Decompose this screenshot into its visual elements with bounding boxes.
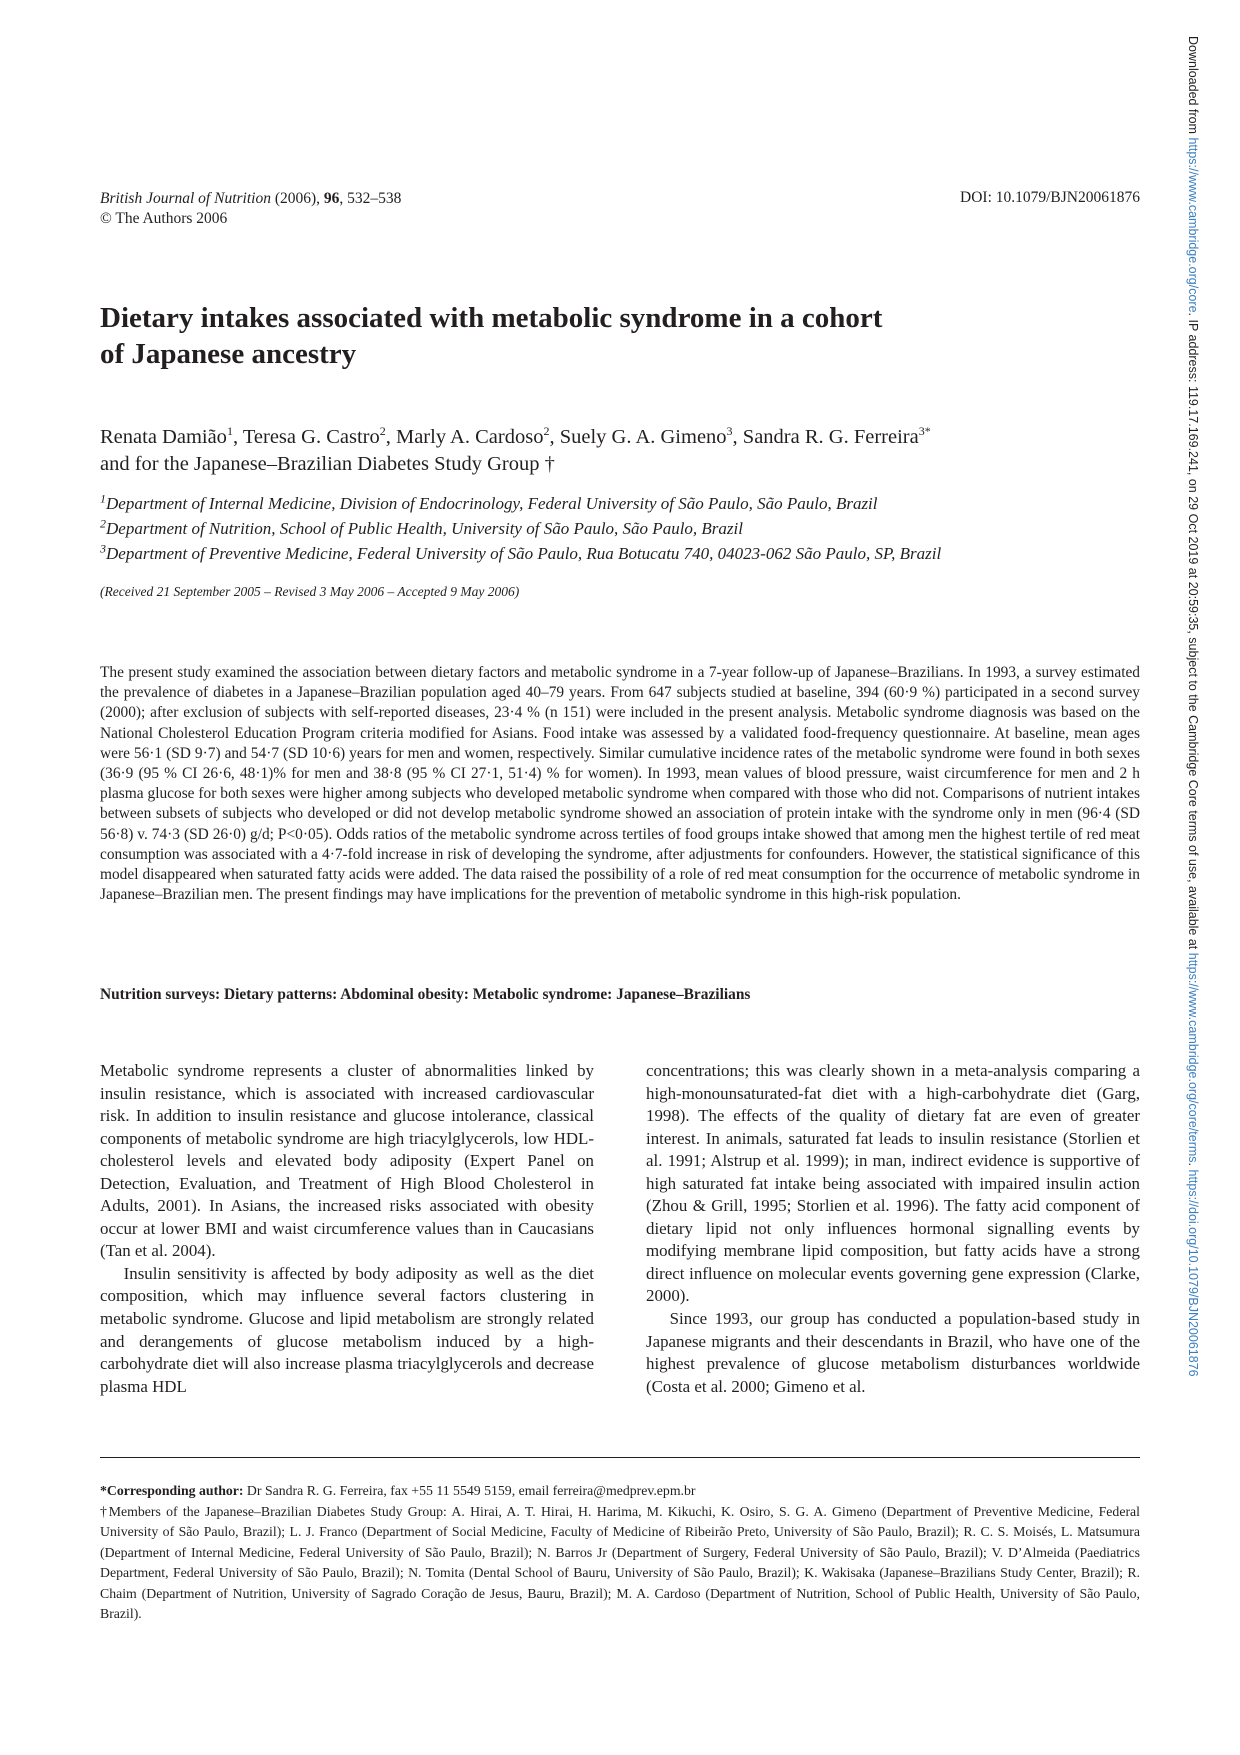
corresponding-author-text: Dr Sandra R. G. Ferreira, fax +55 11 5549 5159, email ferreira@medprev.epm.br xyxy=(243,1483,696,1498)
journal-year: (2006), xyxy=(270,190,324,207)
download-notice xyxy=(1186,36,1200,1377)
author-1: Renata Damião xyxy=(100,426,227,448)
keywords: Nutrition surveys: Dietary patterns: Abdominal obesity: Metabolic syndrome: Japanese–Brazilians xyxy=(100,986,751,1003)
affiliation-1 xyxy=(100,491,1140,516)
received-dates: (Received 21 September 2005 – Revised 3 May 2006 – Accepted 9 May 2006) xyxy=(100,584,520,599)
body-paragraph: Since 1993, our group has conducted a population-based study in Japanese migrants and their descendants in Brazil, who have one of the highest prevalence of glucose metabolism disturbances worldwide (Costa et al. 2000; Gimeno et al. xyxy=(646,1309,1140,1396)
authors-line-1 xyxy=(100,424,1140,451)
affiliation-1-text: Department of Internal Medicine, Division of Endocrinology, Federal University of São Paulo, São Paulo, Brazil xyxy=(106,494,878,513)
affiliation-1-num: 1 xyxy=(100,491,106,506)
affiliations xyxy=(100,491,1140,566)
download-notice-text-2: . IP address: 119.17.169.241, on 29 Oct 2019 at 20:59:35, subject to the Cambridge Core terms of use, available at xyxy=(1186,312,1200,953)
copyright: © The Authors 2006 xyxy=(100,210,228,227)
body-paragraph: Metabolic syndrome represents a cluster of abnormalities linked by insulin resistance, which is associated with increased cardiovascular risk. In addition to insulin resistance and glucose intolerance, classical components of metabolic syndrome are high triacylglycerols, low HDL-cholesterol levels and elevated body adiposity (Expert Panel on Detection, Evaluation, and Treatment of High Blood Cholesterol in Adults, 2001). In Asians, the increased risks associated with obesity occur at lower BMI and waist circumference values than in Caucasians (Tan et al. 2004). xyxy=(100,1061,594,1261)
affiliation-3 xyxy=(100,541,1140,566)
authors-line-2: and for the Japanese–Brazilian Diabetes Study Group † xyxy=(100,453,555,475)
corresponding-author-note xyxy=(100,1481,1140,1502)
affiliation-3-text: Department of Preventive Medicine, Federal University of São Paulo, Rua Botucatu 740, 04023-062 São Paulo, SP, Brazil xyxy=(106,544,942,563)
title-line-1: Dietary intakes associated with metabolic syndrome in a cohort xyxy=(100,302,883,334)
affiliation-2-text: Department of Nutrition, School of Public Health, University of São Paulo, São Paulo, Brazil xyxy=(106,519,743,538)
title-line-2: of Japanese ancestry xyxy=(100,338,357,370)
study-group-members-note: †Members of the Japanese–Brazilian Diabetes Study Group: A. Hirai, A. T. Hirai, H. Harima, M. Kikuchi, K. Osiro, S. G. A. Gimeno (Department of Preventive Medicine, Federal University of São Paulo, Brazil); L. J. Franco (Department of Social Medicine, Faculty of Medicine of Ribeirão Preto, University of São Paulo, Brazil); R. C. S. Moisés, L. Matsumura (Department of Internal Medicine, Federal University of São Paulo, Brazil); N. Barros Jr (Department of Surgery, Federal University of São Paulo, Brazil); V. D’Almeida (Paediatrics Department, Federal University of São Paulo, Brazil); N. Tomita (Dental School of Bauru, University of São Paulo, Brazil); K. Wakisaka (Japanese–Brazilians Study Center, Brazil); R. Chaim (Department of Nutrition, University of Sagrado Coração de Jesus, Bauru, Brazil); M. A. Cardoso (Department of Nutrition, School of Public Health, University of São Paulo, Brazil). xyxy=(100,1503,1140,1621)
author-4-affil: 3 xyxy=(726,424,733,439)
body-paragraph: concentrations; this was clearly shown in a meta-analysis comparing a high-monounsaturated-fat diet with a high-carbohydrate diet (Garg, 1998). The effects of the quality of dietary fat are even of greater interest. In animals, saturated fat leads to insulin resistance (Storlien et al. 1991; Alstrup et al. 1999); in man, indirect evidence is supportive of high saturated fat intake being associated with impaired insulin action (Zhou & Grill, 1995; Storlien et al. 1996). The fatty acid component of dietary lipid not only influences hormonal signalling events by modifying membrane lipid composition, but fatty acids have a strong direct influence on molecular events governing gene expression (Clarke, 2000). xyxy=(646,1061,1140,1306)
article-title xyxy=(100,300,1000,372)
author-2-affil: 2 xyxy=(379,424,386,439)
body-column-left xyxy=(100,1060,594,1398)
affiliation-2-num: 2 xyxy=(100,516,106,531)
journal-line xyxy=(100,189,401,209)
terms-link[interactable]: https://www.cambridge.org/core/terms xyxy=(1186,952,1200,1163)
journal-name: British Journal of Nutrition xyxy=(100,190,271,207)
journal-pages: , 532–538 xyxy=(339,190,402,207)
body-paragraph: Insulin sensitivity is affected by body adiposity as well as the diet composition, which may influence several factors clustering in metabolic syndrome. Glucose and lipid metabolism are strongly related and derangements of glucose metabolism induced by a high-carbohydrate diet will also increase plasma triacylglycerols and decrease plasma HDL xyxy=(100,1263,594,1396)
author-2: , Teresa G. Castro xyxy=(232,426,380,448)
download-notice-text-1: Downloaded from xyxy=(1186,36,1200,138)
abstract: The present study examined the association between dietary factors and metabolic syndrome in a 7-year follow-up of Japanese–Brazilians. In 1993, a survey estimated the prevalence of diabetes in a Japanese–Brazilian population aged 40–79 years. From 647 subjects studied at baseline, 394 (60·9 %) participated in a second survey (2000); after exclusion of subjects with self-reported diseases, 23·4 % (n 151) were included in the present analysis. Metabolic syndrome diagnosis was based on the National Cholesterol Education Program criteria modified for Asians. Food intake was assessed by a validated food-frequency questionnaire. At baseline, mean ages were 56·1 (SD 9·7) and 54·7 (SD 10·6) years for men and women, respectively. Similar cumulative incidence rates of the metabolic syndrome were found in both sexes (36·9 (95 % CI 26·6, 48·1)% for men and 38·8 (95 % CI 27·1, 51·4) % for women). In 1993, mean values of blood pressure, waist circumference for men and 2 h plasma glucose for both sexes were higher among subjects who developed metabolic syndrome when compared with those who did not. Comparisons of nutrient intakes between subsets of subjects who developed or did not develop metabolic syndrome showed an association of protein intake with the syndrome only in men (96·4 (SD 56·8) v. 74·3 (SD 26·0) g/d; P<0·05). Odds ratios of the metabolic syndrome across tertiles of food groups intake showed that among men the highest tertile of red meat consumption was associated with a 4·7-fold increase in risk of developing the syndrome, after adjustments for confounders. However, the statistical significance of this model disappeared when saturated fatty acids were added. The data raised the possibility of a role of red meat consumption for the occurrence of metabolic syndrome in Japanese–Brazilian men. The present findings may have implications for the prevention of metabolic syndrome in this high-risk population. xyxy=(100,664,1140,904)
author-5: , Sandra R. G. Ferreira xyxy=(732,426,919,448)
author-list xyxy=(100,424,1140,478)
footnote-divider xyxy=(100,1457,1140,1458)
doi-link[interactable]: https://doi.org/10.1079/BJN20061876 xyxy=(1186,1169,1200,1377)
journal-volume: 96 xyxy=(323,190,340,207)
doi: DOI: 10.1079/BJN20061876 xyxy=(960,189,1140,206)
footnotes xyxy=(100,1481,1140,1625)
cambridge-core-link[interactable]: https://www.cambridge.org/core xyxy=(1186,137,1200,313)
author-3-affil: 2 xyxy=(543,424,550,439)
author-4: , Suely G. A. Gimeno xyxy=(549,426,727,448)
body-column-right xyxy=(646,1060,1140,1398)
corresponding-author-label: *Corresponding author: xyxy=(100,1483,244,1498)
corresponding-mark: * xyxy=(924,424,931,439)
affiliation-3-num: 3 xyxy=(100,541,106,556)
author-5-affil: 3 xyxy=(918,424,925,439)
affiliation-2 xyxy=(100,516,1140,541)
download-notice-text-3: . xyxy=(1186,1162,1200,1170)
author-3: , Marly A. Cardoso xyxy=(385,426,544,448)
journal-citation xyxy=(100,189,401,229)
author-1-affil: 1 xyxy=(226,424,233,439)
